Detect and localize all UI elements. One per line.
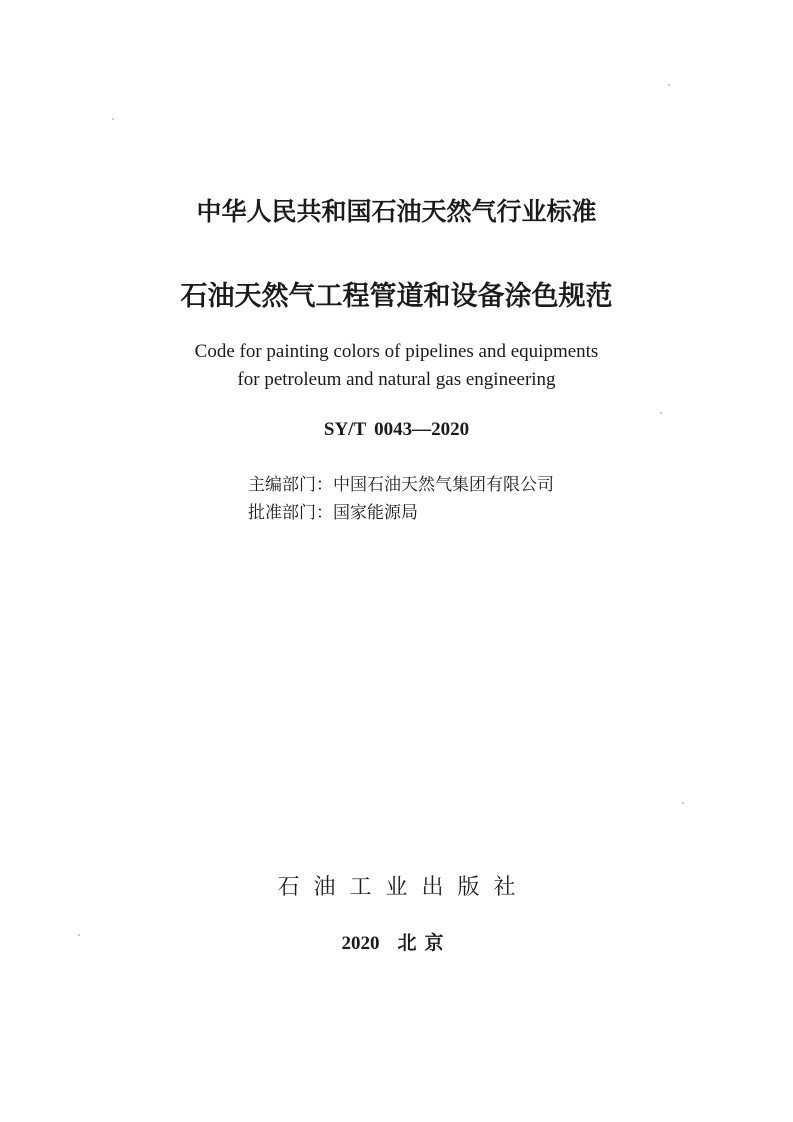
editor-label: 主编部门： — [248, 475, 333, 495]
publication-city: 北京 — [397, 932, 452, 954]
scan-speck — [660, 412, 662, 414]
editor-department — [248, 470, 554, 495]
scan-speck — [668, 84, 670, 86]
standard-category: 中华人民共和国石油天然气行业标准 — [196, 197, 597, 226]
approver-value: 国家能源局 — [333, 503, 418, 523]
standard-number — [0, 419, 793, 441]
publisher-name: 石油工业出版社 — [277, 875, 530, 900]
publication-year-city — [0, 928, 793, 955]
approver-label: 批准部门： — [248, 503, 333, 523]
scan-speck — [78, 934, 80, 936]
approver-department — [248, 498, 418, 523]
scan-speck — [112, 118, 114, 120]
scan-speck — [682, 802, 684, 804]
english-title-line-1: Code for painting colors of pipelines and equipments — [194, 341, 599, 362]
editor-value: 中国石油天然气集团有限公司 — [333, 475, 554, 495]
publication-year: 2020 — [341, 933, 380, 954]
standard-code: 0043—2020 — [374, 419, 470, 440]
english-title-line-2: for petroleum and natural gas engineering — [237, 369, 556, 390]
chinese-title: 石油天然气工程管道和设备涂色规范 — [180, 281, 613, 312]
standard-prefix: SY/T — [323, 419, 367, 440]
